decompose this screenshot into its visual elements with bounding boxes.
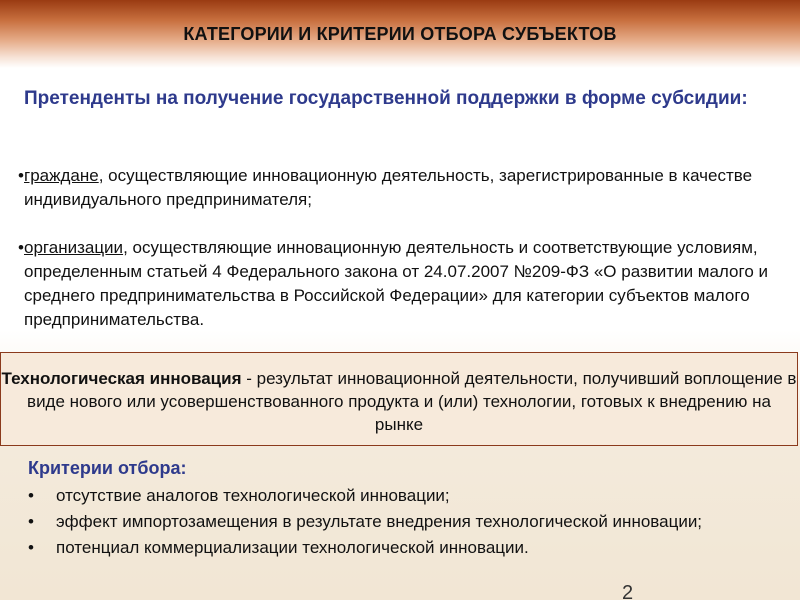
list-item xyxy=(24,536,764,560)
list-item xyxy=(24,510,764,534)
subtitle: Претенденты на получение государственной поддержки в форме субсидии: xyxy=(24,88,748,109)
bullet-marker: • xyxy=(18,238,24,257)
bullet-marker: • xyxy=(18,166,24,185)
page-number: 2 xyxy=(622,582,634,604)
bullet-text: , осуществляющие инновационную деятельность, зарегистрированные в качестве индивидуального предпринимателя; xyxy=(24,166,753,209)
header-bar xyxy=(0,0,800,68)
bullet-citizens xyxy=(18,164,794,212)
bullet-keyword: граждане xyxy=(24,166,99,185)
bullet-organizations xyxy=(18,236,794,332)
bullet-icon: • xyxy=(28,538,34,557)
bullet-icon: • xyxy=(28,512,34,531)
criteria-list xyxy=(24,484,764,562)
criteria-text: эффект импортозамещения в результате внедрения технологической инновации; xyxy=(56,512,703,531)
criteria-text: потенциал коммерциализации технологической инновации. xyxy=(56,538,529,557)
bullet-keyword: организации xyxy=(24,238,124,257)
definition-text: - результат инновационной деятельности, получивший воплощение в виде нового или усовершенствованного продукта и (или) технологии, готовых к внедрению на рынке xyxy=(27,369,797,434)
page-title: КАТЕГОРИИ И КРИТЕРИИ ОТБОРА СУБЪЕКТОВ xyxy=(183,24,617,44)
criteria-title: Критерии отбора: xyxy=(28,458,187,478)
list-item xyxy=(24,484,764,508)
criteria-text: отсутствие аналогов технологической инновации; xyxy=(56,486,450,505)
definition-term: Технологическая инновация xyxy=(1,369,242,388)
bullet-icon: • xyxy=(28,486,34,505)
definition-box xyxy=(0,352,798,446)
bullet-text: , осуществляющие инновационную деятельность и соответствующие условиям, определенным статьей 4 Федерального закона от 24.07.2007 №209-ФЗ «О развитии малого и среднего предпринимательства в Российской Федерации» для категории субъектов малого предпринимательства. xyxy=(24,238,768,329)
